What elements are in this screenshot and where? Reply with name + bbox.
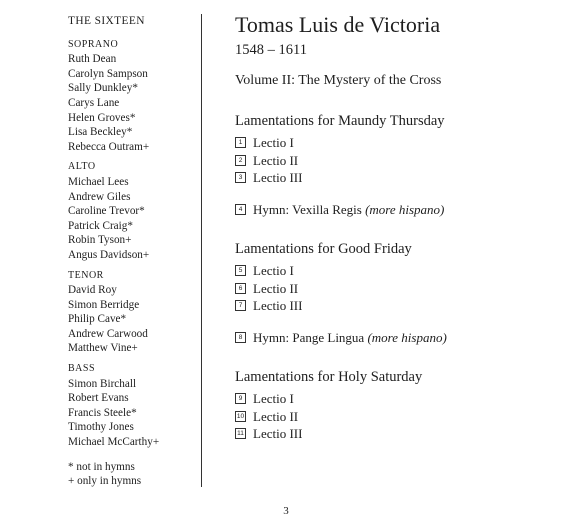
track-number-icon: 2 (235, 155, 246, 166)
track-label: Hymn: Pange Lingua (253, 329, 365, 345)
column-divider (201, 14, 202, 487)
track-label: Lectio I (253, 135, 294, 150)
track-groups (235, 112, 555, 443)
track-label: Lectio II (253, 152, 299, 168)
track-item (235, 152, 555, 170)
singer-name: Robin Tyson+ (68, 234, 132, 247)
track-group (235, 240, 555, 346)
track-label: Lectio II (253, 280, 299, 296)
track-note: (more hispano) (365, 201, 445, 217)
singer-name: Angus Davidson+ (68, 248, 150, 261)
singer-name: Matthew Vine+ (68, 342, 138, 355)
group-title: Lamentations for Good Friday (235, 241, 412, 257)
track-item (235, 262, 555, 280)
singer-name: Francis Steele* (68, 406, 137, 419)
track-group (235, 112, 555, 218)
voice-heading: TENOR (68, 269, 104, 281)
track-number-icon: 3 (235, 172, 246, 183)
singer-name: Rebecca Outram+ (68, 140, 150, 153)
track-group (235, 368, 555, 443)
singer-name: Ruth Dean (68, 53, 117, 66)
track-number-icon: 6 (235, 283, 246, 294)
ensemble-name: THE SIXTEEN (68, 15, 145, 27)
singer-name: Andrew Giles (68, 190, 131, 203)
track-number-icon: 7 (235, 300, 246, 311)
singer-name: Michael Lees (68, 175, 129, 188)
singer-name: Simon Berridge (68, 298, 140, 311)
track-number-icon: 10 (236, 412, 245, 420)
voice-section-tenor (68, 269, 198, 357)
voice-section-bass (68, 362, 198, 450)
track-item (235, 297, 555, 315)
track-item (235, 408, 555, 426)
voice-heading: ALTO (68, 161, 96, 173)
singer-name: David Roy (68, 284, 117, 297)
track-number-icon: 8 (235, 332, 246, 343)
voice-section-alto (68, 160, 198, 262)
singer-name: Caroline Trevor* (68, 205, 145, 218)
track-item (235, 169, 555, 187)
footnote: * not in hymns (68, 460, 135, 473)
singer-name: Robert Evans (68, 392, 129, 405)
footnote: + only in hymns (68, 475, 142, 488)
track-label: Hymn: Vexilla Regis (253, 201, 362, 217)
hymn-track (235, 201, 555, 219)
singer-name: Carolyn Sampson (68, 67, 148, 80)
singer-name: Simon Birchall (68, 377, 137, 390)
track-label: Lectio III (253, 426, 303, 441)
programme (235, 12, 555, 443)
track-number-icon: 9 (235, 393, 246, 404)
track-item (235, 390, 555, 408)
group-title: Lamentations for Maundy Thursday (235, 113, 445, 129)
track-number-icon: 4 (235, 204, 246, 215)
singer-name: Patrick Craig* (68, 219, 133, 232)
track-label: Lectio III (253, 170, 303, 185)
singer-name: Lisa Beckley* (68, 126, 133, 139)
group-title: Lamentations for Holy Saturday (235, 369, 423, 385)
singer-name: Timothy Jones (68, 421, 134, 434)
performer-list (68, 14, 198, 489)
singer-name: Carys Lane (68, 96, 120, 109)
hymn-track (235, 329, 555, 347)
choir-sections (68, 38, 198, 450)
track-item (235, 134, 555, 152)
composer-dates: 1548 – 1611 (235, 42, 307, 58)
track-note: (more hispano) (367, 329, 447, 345)
page-number: 3 (283, 505, 289, 517)
singer-name: Andrew Carwood (68, 327, 148, 340)
footnotes (68, 460, 198, 489)
volume-title: Volume II: The Mystery of the Cross (235, 73, 442, 88)
track-item (235, 425, 555, 443)
track-number-icon: 5 (235, 265, 246, 276)
singer-name: Philip Cave* (68, 313, 127, 326)
track-number-icon: 11 (235, 428, 246, 439)
track-label: Lectio I (253, 263, 294, 278)
singer-name: Michael McCarthy+ (68, 436, 160, 449)
voice-section-soprano (68, 38, 198, 155)
singer-name: Sally Dunkley* (68, 82, 138, 95)
voice-heading: BASS (68, 363, 96, 375)
singer-name: Helen Groves* (68, 111, 136, 124)
track-label: Lectio II (253, 408, 299, 424)
track-number-icon: 1 (235, 137, 246, 148)
track-label: Lectio I (253, 391, 294, 406)
composer-name: Tomas Luis de Victoria (235, 12, 441, 37)
voice-heading: SOPRANO (68, 38, 119, 50)
track-item (235, 280, 555, 298)
track-label: Lectio III (253, 298, 303, 313)
